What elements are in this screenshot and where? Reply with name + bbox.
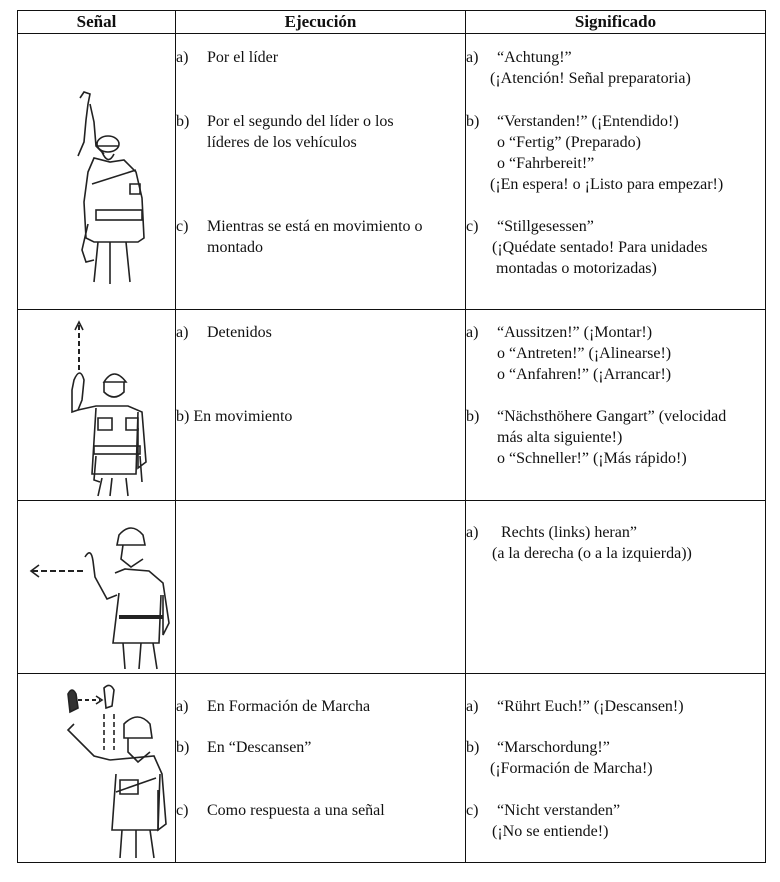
- meaning-item: b) “Marschordung!” (¡Formación de Marcha!): [466, 739, 653, 777]
- soldier-waving-arm-icon: [22, 674, 172, 861]
- execution-item: b) En movimiento: [176, 408, 293, 425]
- soldier-raised-hand-icon: [22, 34, 172, 308]
- meaning-item: c) “Nicht verstanden” (¡No se entiende!): [466, 802, 621, 840]
- meaning-item: a) “Rührt Euch!” (¡Descansen!): [466, 698, 684, 715]
- meaning-cell: [466, 310, 766, 501]
- table-row: [18, 310, 766, 501]
- execution-item: a) Detenidos: [176, 324, 272, 341]
- table-row: [18, 34, 766, 310]
- meaning-cell: [466, 674, 766, 863]
- signals-table: [17, 10, 766, 863]
- signal-cell: [18, 674, 176, 863]
- meaning-item: c) “Stillgesessen” (¡Quédate sentado! Para unidades montadas o motorizadas): [466, 218, 708, 277]
- meaning-item: a) “Aussitzen!” (¡Montar!) o “Antreten!” (¡Alinearse!) o “Anfahren!” (¡Arrancar!): [466, 324, 672, 383]
- meaning-item: a) “Achtung!” (¡Atención! Señal preparatoria): [466, 49, 691, 87]
- execution-item: b) En “Descansen”: [176, 739, 312, 756]
- meaning-cell: [466, 501, 766, 674]
- meaning-item: b) “Nächsthöhere Gangart” (velocidad más alta siguiente!) o “Schneller!” (¡Más rápido!): [466, 408, 727, 467]
- execution-cell: [176, 34, 466, 310]
- execution-item: b) Por el segundo del líder o los líderes de los vehículos: [176, 113, 394, 151]
- table-row: [18, 674, 766, 863]
- signal-cell: [18, 34, 176, 310]
- meaning-item: a) Rechts (links) heran” (a la derecha (o a la izquierda)): [466, 524, 692, 562]
- header-signal: Señal: [18, 11, 176, 34]
- execution-cell: [176, 501, 466, 674]
- execution-item: c) Como respuesta a una señal: [176, 802, 385, 819]
- signal-cell: [18, 501, 176, 674]
- header-execution: Ejecución: [176, 11, 466, 34]
- header-row: [18, 11, 766, 34]
- execution-cell: [176, 310, 466, 501]
- meaning-cell: [466, 34, 766, 310]
- execution-item: a) En Formación de Marcha: [176, 698, 371, 715]
- execution-item: a) Por el líder: [176, 49, 279, 66]
- signal-cell: [18, 310, 176, 501]
- header-meaning: Significado: [466, 11, 766, 34]
- execution-cell: [176, 674, 466, 863]
- meaning-item: b) “Verstanden!” (¡Entendido!) o “Fertig” (Preparado) o “Fahrbereit!” (¡En espera! o ¡Listo para empezar!): [466, 113, 724, 193]
- soldier-arrow-left-icon: [19, 501, 175, 672]
- execution-item: c) Mientras se está en movimiento o montado: [176, 218, 423, 256]
- soldier-arrow-up-icon: [22, 310, 172, 499]
- table-row: [18, 501, 766, 674]
